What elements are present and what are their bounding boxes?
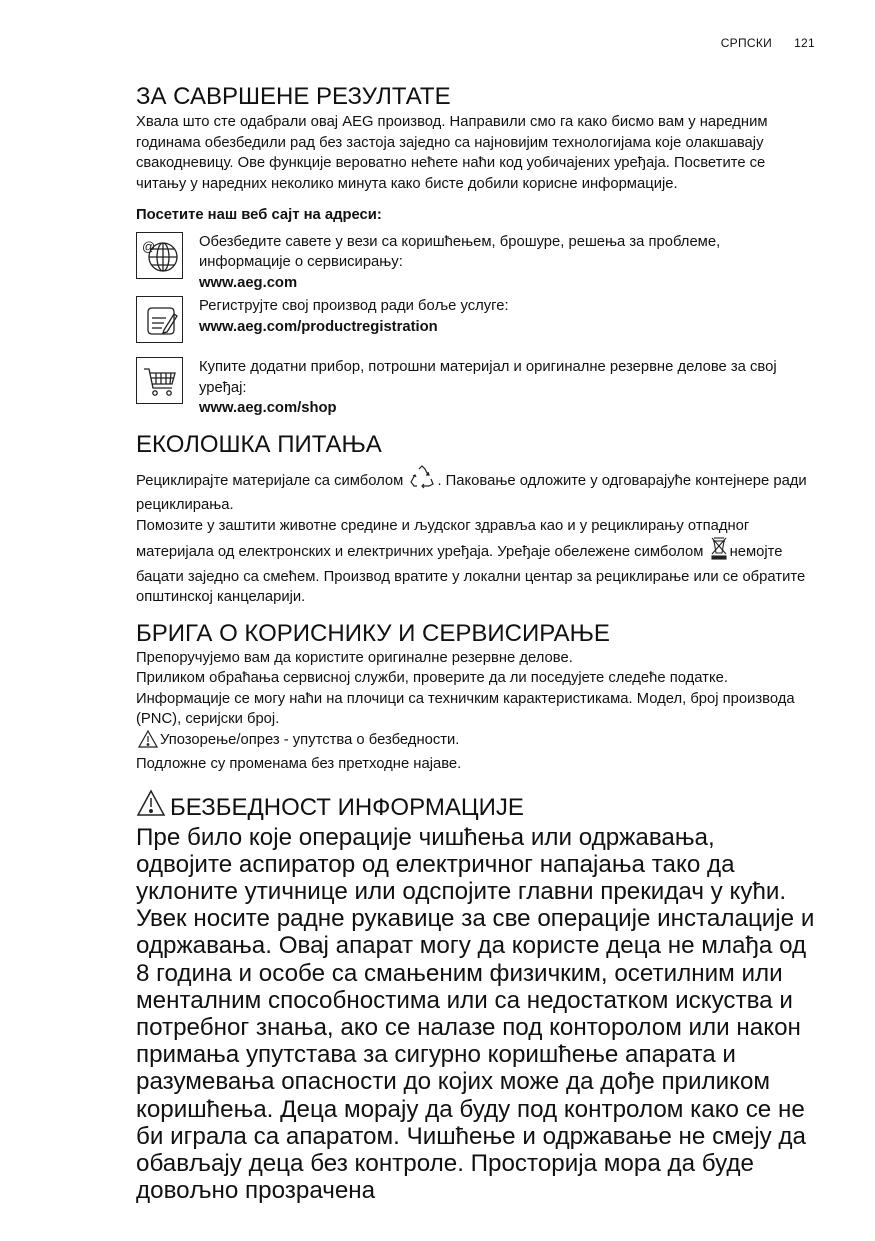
- customer-care-paragraph-4: Подложне су променама без претходне најаве.: [136, 756, 462, 772]
- page-content: [136, 82, 816, 1204]
- environment-section: [136, 431, 816, 608]
- safety-warning-icon: [136, 789, 166, 822]
- safety-body: Пре било које операције чишћења или одржавања, одвојите аспиратор од електричног напајања тако да уклоните утичнице или одспојите главни прекидач у кући. Увек носите радне рукавице за све операције инсталације и одржавања. Овај апарат могу да користе деца не млађа од 8 година и особе са смањеним физичким, осетилним или менталним способностима или са недостатком искуства и потребног знања, ако се налазе под конторолом или након примања упутстава за сигурно коришћење апарата и разумевања опасности до којих може да дође приликом коришћења. Деца морају да буду под контролом како се не би играла са апаратом. Чишћење и одржавање не смеју да обављају деца без контроле. Просторија мора да буде довољно прозрачена: [136, 823, 815, 1205]
- safety-title: БЕЗБЕДНОСТ ИНФОРМАЦИЈЕ: [170, 793, 524, 821]
- environment-p1-after: . Паковање одложите у одговарајуће контејнере ради рециклирања.: [136, 472, 807, 513]
- safety-title-row: [136, 789, 816, 822]
- perfect-results-title: ЗА САВРШЕНЕ РЕЗУЛТАТЕ: [136, 83, 451, 110]
- shopping-cart-icon: [136, 357, 183, 404]
- svg-text:@: @: [141, 239, 155, 254]
- info-row-shop: [136, 357, 816, 419]
- info-row-advice-text: Обезбедите савете у вези са коришћењем, брошуре, решења за проблеме, информације о сервисирању:: [199, 233, 721, 270]
- environment-title: ЕКОЛОШКА ПИТАЊА: [136, 430, 382, 458]
- environment-p1-before: Рециклирајте материјале са симболом: [136, 472, 404, 489]
- warning-icon: [138, 730, 158, 755]
- perfect-results-section: [136, 82, 816, 419]
- page-number: 121: [794, 36, 815, 50]
- environment-p2-after: немојте бацати заједно са смећем. Производ вратите у локални центар за рециклирање или се обратите општинској канцеларији.: [136, 544, 806, 605]
- info-row-registration: [136, 296, 816, 354]
- environment-p2-before: Помозите у заштити животне средине и људског здравља као и у рециклирању отпадног материјала од електронских и електричних уређаја. Уређаје обележене симболом: [136, 517, 750, 560]
- recycle-icon: [409, 465, 435, 496]
- registration-icon: [136, 296, 183, 343]
- customer-care-paragraph-2: Приликом обраћања сервисној служби, проверите да ли поседујете следеће податке. Информације се могу наћи на плочици са техничким карактеристикама. Модел, број производа (PNC), серијски број.: [136, 670, 795, 727]
- customer-care-warning-text: Упозорење/опрез - упутства о безбедности.: [160, 731, 460, 748]
- globe-icon: [136, 232, 183, 279]
- customer-care-paragraph-1: Препоручујемо вам да користите оригиналне резервне делове.: [136, 649, 573, 666]
- perfect-results-body: Хвала што сте одабрали овај AEG производ. Направили смо га како бисмо вам у наредним годинама обезбедили рад без застоја заједно са најновијим технологијама које олакшавају свакодневицу. Ове функције вероватно нећете наћи код уобичајених уређаја. Посветите се читању у наредних неколико минута како бисте добили корисне информације.: [136, 114, 768, 192]
- info-row-advice-url[interactable]: www.aeg.com: [199, 274, 298, 291]
- info-row-registration-text: Региструјте свој производ ради боље услуге:: [199, 298, 509, 314]
- info-row-advice: [136, 232, 816, 294]
- environment-paragraph-1: [136, 465, 816, 516]
- visit-website-label: Посетите наш веб сајт на адреси:: [136, 207, 382, 223]
- safety-section: [136, 789, 816, 1205]
- environment-paragraph-2: [136, 516, 816, 608]
- info-row-registration-url[interactable]: www.aeg.com/productregistration: [199, 318, 438, 335]
- page-header: [699, 36, 815, 50]
- customer-care-paragraph-3: [136, 730, 816, 755]
- crossed-bin-icon: [710, 536, 728, 567]
- info-row-shop-text: Купите додатни прибор, потрошни материјал и оригиналне резервне делове за свој уређај:: [199, 359, 777, 396]
- customer-care-section: [136, 620, 816, 775]
- customer-care-title: БРИГА О КОРИСНИКУ И СЕРВИСИРАЊЕ: [136, 619, 610, 647]
- header-language: СРПСКИ: [720, 36, 773, 50]
- info-row-shop-url[interactable]: www.aeg.com/shop: [199, 400, 337, 416]
